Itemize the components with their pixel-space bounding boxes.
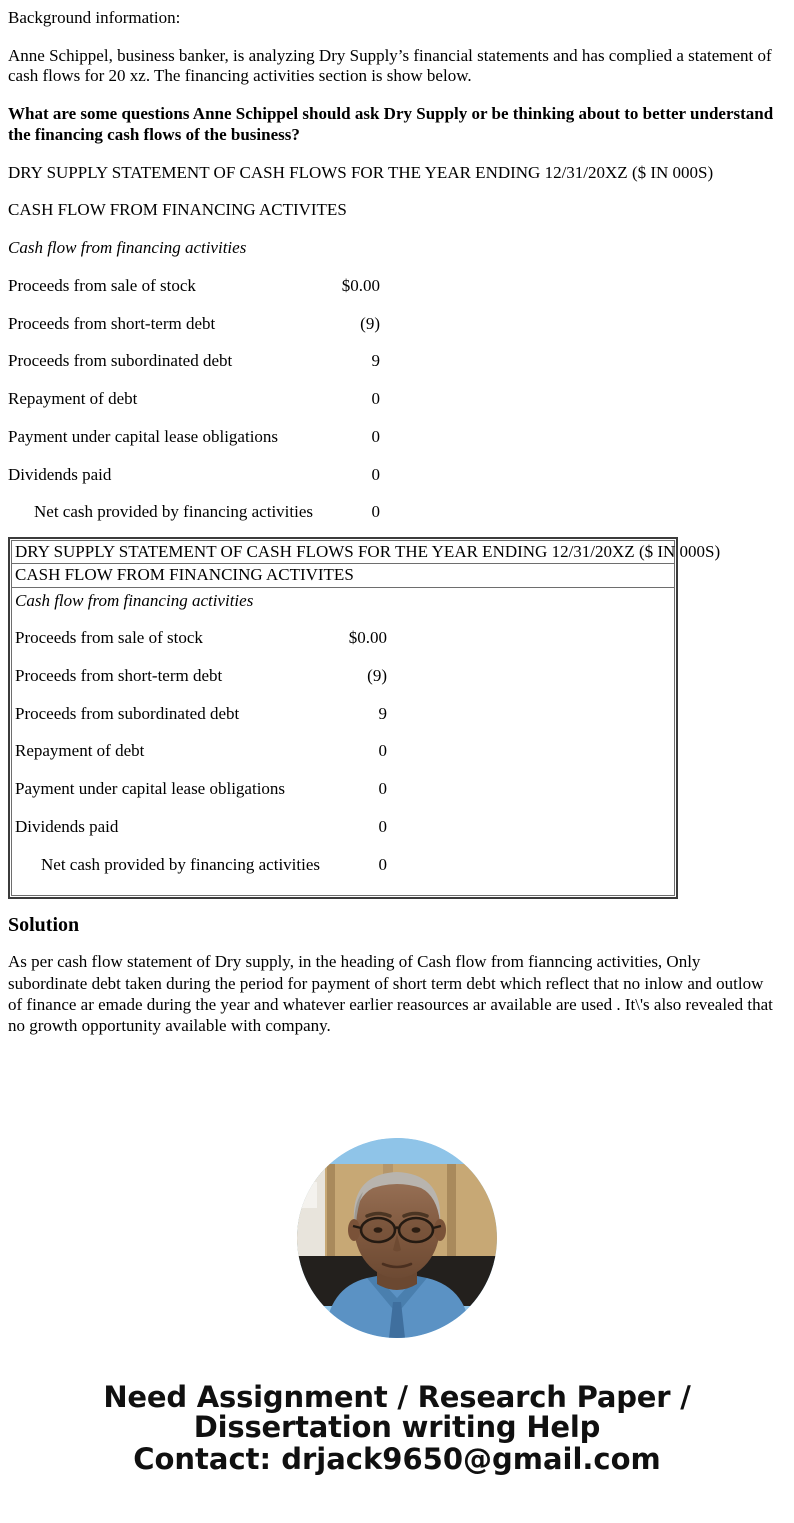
line-item-label: Proceeds from subordinated debt: [15, 703, 240, 723]
line-item-label: Proceeds from short-term debt: [15, 665, 223, 685]
line-item-label: Dividends paid: [15, 816, 119, 836]
background-label: Background information:: [8, 8, 181, 27]
line-item-value: 0: [371, 389, 380, 409]
line-item-value: 9: [371, 351, 380, 371]
line-item-label: Net cash provided by financing activities: [34, 502, 313, 522]
question-heading: What are some questions Anne Schippel should ask Dry Supply or be thinking about to better understand the financing cash flows of the business?: [8, 104, 774, 144]
line-item-value: $0.00: [348, 628, 387, 648]
cash-flow-line-item: [8, 465, 786, 486]
avatar: [297, 1138, 497, 1338]
line-item-value: 9: [378, 703, 387, 723]
cash-flow-line-item: [15, 628, 671, 649]
solution-heading: Solution: [8, 914, 80, 937]
cash-flow-statement-table: [8, 537, 721, 899]
line-item-value: 0: [371, 502, 380, 522]
statement-subhead-plain: Cash flow from financing activities: [8, 238, 247, 258]
statement-title-plain: DRY SUPPLY STATEMENT OF CASH FLOWS FOR THE YEAR ENDING 12/31/20XZ ($ IN 000S): [8, 162, 714, 182]
cash-flow-line-item: [15, 855, 671, 876]
promo-line-1: Need Assignment / Research Paper / Dissertation writing Help: [103, 1380, 691, 1445]
promo-line-2: Contact: drjack9650@gmail.com: [133, 1442, 661, 1477]
cash-flow-line-item: [8, 314, 786, 335]
line-item-label: Proceeds from sale of stock: [15, 628, 203, 648]
cash-flow-line-item: [8, 351, 786, 372]
table-subhead: Cash flow from financing activities: [15, 590, 254, 610]
promo-text: [0, 1380, 794, 1477]
table-section-row: CASH FLOW FROM FINANCING ACTIVITES: [11, 564, 675, 587]
cash-flow-line-item: [15, 666, 671, 687]
statement-section-plain: CASH FLOW FROM FINANCING ACTIVITES: [8, 200, 347, 220]
line-item-value: 0: [371, 464, 380, 484]
table-title-row: DRY SUPPLY STATEMENT OF CASH FLOWS FOR THE YEAR ENDING 12/31/20XZ ($ IN 000S): [11, 540, 675, 564]
line-item-value: 0: [378, 741, 387, 761]
cash-flow-line-item: [8, 389, 786, 410]
portrait-photo-icon: [297, 1138, 497, 1338]
line-item-label: Payment under capital lease obligations: [8, 426, 279, 446]
cash-flow-line-item: [8, 276, 786, 297]
line-item-value: 0: [378, 779, 387, 799]
line-item-value: 0: [378, 816, 387, 836]
line-item-value: 0: [371, 426, 380, 446]
cash-flow-line-item: [15, 741, 671, 762]
cash-flow-line-item: [15, 779, 671, 800]
line-item-value: (9): [360, 313, 380, 333]
cash-flow-list-plain: [8, 276, 786, 523]
solution-body: As per cash flow statement of Dry supply, in the heading of Cash flow from fianncing activities, Only subordinate debt taken during the period for payment of short term debt which reflect that no inlow and outlow of finance ar emade during the year and whatever earlier reasources ar available are used . It\'s also revealed that no growth opportunity available with company.: [8, 952, 773, 1036]
cash-flow-line-item: [15, 817, 671, 838]
line-item-label: Dividends paid: [8, 464, 112, 484]
line-item-label: Repayment of debt: [8, 389, 138, 409]
line-item-value: $0.00: [341, 275, 380, 295]
cash-flow-line-item: [8, 502, 786, 523]
cash-flow-line-item: [8, 427, 786, 448]
line-item-value: 0: [378, 854, 387, 874]
line-item-label: Net cash provided by financing activities: [41, 854, 320, 874]
line-item-label: Proceeds from short-term debt: [8, 313, 216, 333]
cash-flow-line-item: [15, 704, 671, 725]
line-item-label: Proceeds from sale of stock: [8, 275, 196, 295]
table-body-cell: [11, 588, 675, 897]
line-item-label: Proceeds from subordinated debt: [8, 351, 233, 371]
line-item-label: Repayment of debt: [15, 741, 145, 761]
line-item-value: (9): [367, 665, 387, 685]
promo-footer: [0, 1138, 794, 1477]
line-item-label: Payment under capital lease obligations: [15, 779, 286, 799]
background-body: Anne Schippel, business banker, is analyzing Dry Supply’s financial statements and has complied a statement of cash flows for 20 xz. The financing activities section is show below.: [8, 45, 772, 86]
cash-flow-list-table: [15, 628, 671, 875]
